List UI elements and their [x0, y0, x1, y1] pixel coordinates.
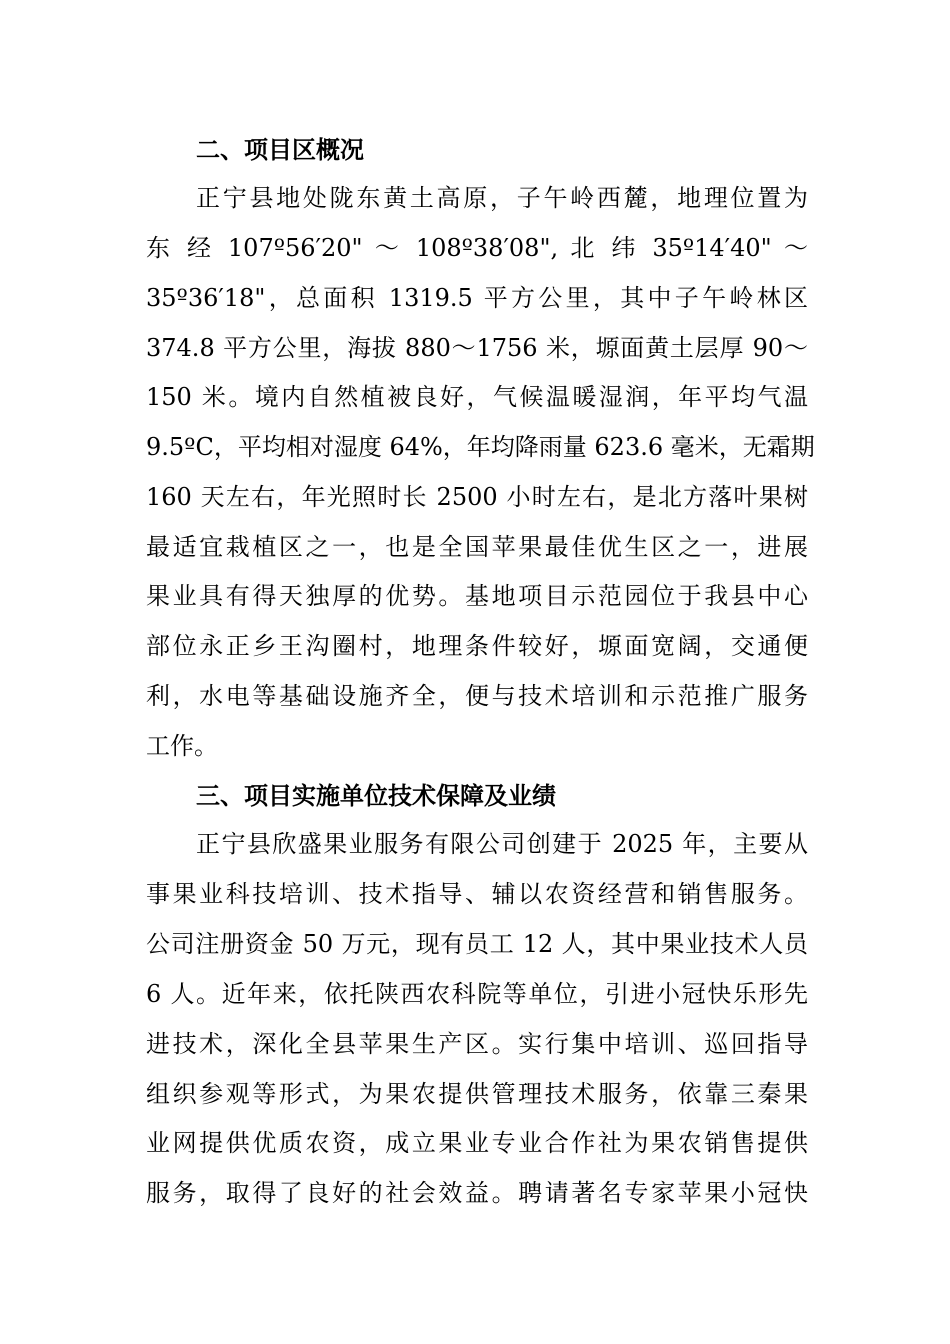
paragraph-line: 东 经 107º56′20" ～ 108º38′08", 北 纬 35º14′40" ～	[146, 234, 808, 262]
paragraph-line: 正宁县地处陇东黄土高原，子午岭西麓，地理位置为	[196, 184, 808, 212]
paragraph-line: 160 天左右，年光照时长 2500 小时左右，是北方落叶果树	[146, 483, 808, 511]
paragraph-line: 374.8 平方公里，海拔 880～1756 米，塬面黄土层厚 90～	[146, 334, 808, 362]
section-heading-tech-support: 三、项目实施单位技术保障及业绩	[196, 782, 556, 810]
paragraph-line: 最适宜栽植区之一，也是全国苹果最佳优生区之一，进展	[146, 533, 808, 561]
paragraph-line: 业网提供优质农资，成立果业专业合作社为果农销售提供	[146, 1129, 808, 1157]
paragraph-line: 部位永正乡王沟圈村，地理条件较好，塬面宽阔，交通便	[146, 632, 808, 660]
paragraph-line: 6 人。近年来，依托陕西农科院等单位，引进小冠快乐形先	[146, 980, 808, 1008]
paragraph-line: 工作。	[146, 732, 218, 760]
paragraph-line: 服务，取得了良好的社会效益。聘请著名专家苹果小冠快	[146, 1179, 808, 1207]
paragraph-line: 正宁县欣盛果业服务有限公司创建于 2025 年，主要从	[196, 830, 808, 858]
paragraph-line: 150 米。境内自然植被良好，气候温暖湿润，年平均气温	[146, 383, 808, 411]
section-heading-project-area: 二、项目区概况	[196, 136, 364, 164]
paragraph-line: 果业具有得天独厚的优势。基地项目示范园位于我县中心	[146, 582, 808, 610]
paragraph-line: 35º36′18"，总面积 1319.5 平方公里，其中子午岭林区	[146, 284, 808, 312]
paragraph-line: 进技术，深化全县苹果生产区。实行集中培训、巡回指导	[146, 1030, 808, 1058]
paragraph-line: 事果业科技培训、技术指导、辅以农资经营和销售服务。	[146, 880, 808, 908]
paragraph-line: 利，水电等基础设施齐全，便与技术培训和示范推广服务	[146, 682, 808, 710]
paragraph-line: 组织参观等形式，为果农提供管理技术服务，依靠三秦果	[146, 1080, 808, 1108]
paragraph-line: 公司注册资金 50 万元，现有员工 12 人，其中果业技术人员	[146, 930, 808, 958]
paragraph-line: 9.5ºC，平均相对湿度 64%，年均降雨量 623.6 毫米，无霜期	[146, 433, 815, 461]
